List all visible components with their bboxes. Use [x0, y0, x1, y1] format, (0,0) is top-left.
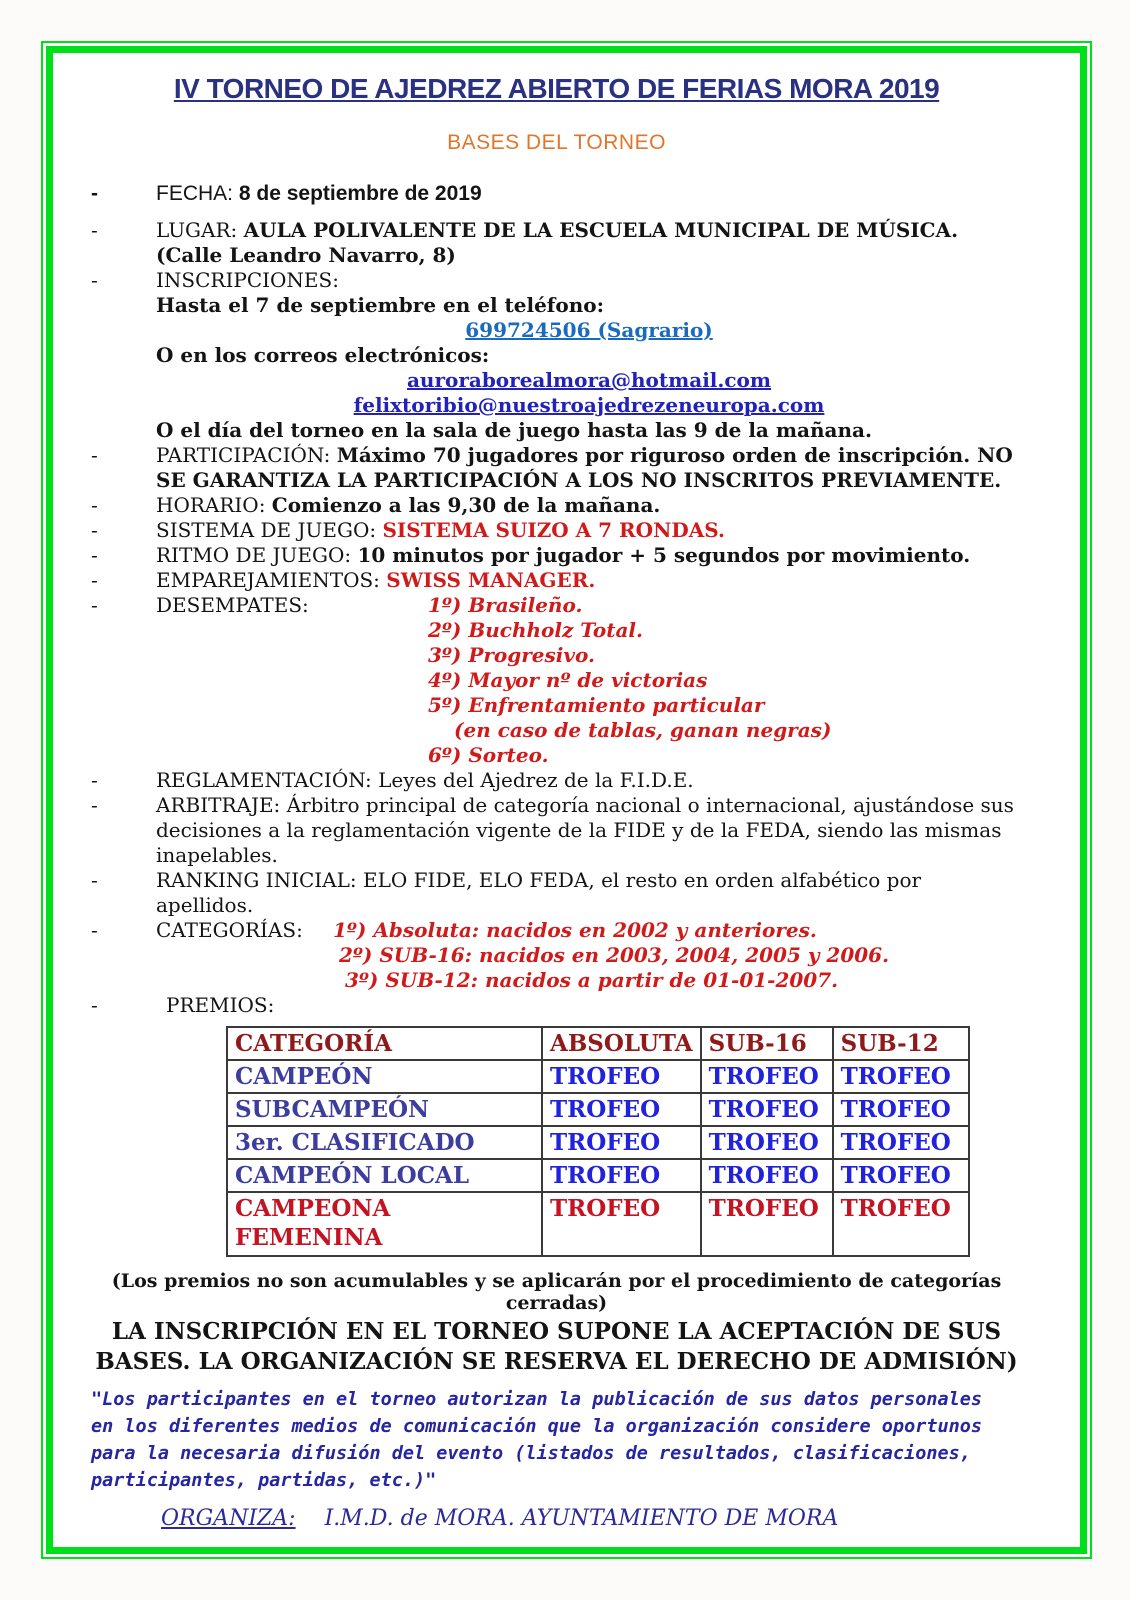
table-row-campeon-local	[227, 1159, 969, 1192]
fecha-value: 8 de septiembre de 2019	[238, 182, 482, 205]
tiebreak-list	[428, 593, 831, 768]
lugar-label: LUGAR:	[156, 218, 238, 242]
category-item: 3º) SUB-12: nacidos a partir de 01-01-2007.	[345, 968, 839, 992]
prize-cell: TROFEO	[833, 1126, 969, 1159]
fecha-label: FECHA:	[156, 182, 234, 205]
table-row-tercer-clasificado	[227, 1126, 969, 1159]
header-cell-categoria: CATEGORÍA	[227, 1027, 542, 1060]
prize-cell: TROFEO	[542, 1159, 701, 1192]
organizer-line	[91, 1506, 1022, 1531]
prizes-table	[226, 1026, 970, 1257]
list-item-emparejamientos	[91, 568, 1022, 593]
privacy-line: para la necesaria difusión del evento (listados de resultados, clasificaciones,	[91, 1443, 971, 1464]
list-item-sistema	[91, 518, 1022, 543]
list-item-inscripciones	[91, 268, 1022, 443]
table-row-campeon	[227, 1060, 969, 1093]
prizes-table-header-row	[227, 1027, 969, 1060]
acceptance-line: LA INSCRIPCIÓN EN EL TORNEO SUPONE LA ACEPTACIÓN DE SUS	[111, 1318, 1002, 1345]
same-day-line: O el día del torneo en la sala de juego hasta las 9 de la mañana.	[156, 418, 872, 442]
organiza-value: I.M.D. de MORA. AYUNTAMIENTO DE MORA	[324, 1506, 839, 1531]
horario-label: HORARIO:	[156, 493, 266, 517]
email-link-1[interactable]: auroraborealmora@hotmail.com	[406, 368, 772, 392]
green-page-frame	[46, 46, 1087, 1554]
privacy-line: participantes, partidas, etc.)"	[91, 1470, 437, 1491]
header-cell-absoluta: ABSOLUTA	[542, 1027, 701, 1060]
tiebreak-item: 5º) Enfrentamiento particular	[428, 693, 765, 717]
prize-cell: TROFEO	[542, 1093, 701, 1126]
bullet-dash: -	[91, 868, 98, 892]
tiebreak-note: (en caso de tablas, ganan negras)	[454, 718, 832, 742]
bullet-dash: -	[91, 593, 98, 617]
ritmo-value: 10 minutos por jugador + 5 segundos por movimiento.	[357, 543, 971, 567]
prize-cell: TROFEO	[701, 1126, 833, 1159]
list-item-ranking	[91, 868, 1022, 918]
row-category: CAMPEONA FEMENINA	[227, 1192, 542, 1256]
prize-cell: TROFEO	[542, 1126, 701, 1159]
acceptance-line: BASES. LA ORGANIZACIÓN SE RESERVA EL DERECHO DE ADMISIÓN)	[95, 1348, 1018, 1375]
header-cell-sub12: SUB-12	[833, 1027, 969, 1060]
ranking-label: RANKING INICIAL:	[156, 868, 357, 892]
tiebreak-item: 1º) Brasileño.	[428, 593, 583, 617]
tiebreak-item: 4º) Mayor nº de victorias	[428, 668, 708, 692]
bullet-dash: -	[91, 518, 98, 542]
privacy-line: "Los participantes en el torneo autorizan la publicación de sus datos personales	[91, 1389, 983, 1410]
table-row-subcampeon	[227, 1093, 969, 1126]
bullet-dash: -	[91, 443, 98, 467]
prize-conditions-note: (Los premios no son acumulables y se aplicarán por el procedimiento de categorías cerradas)	[111, 1270, 1002, 1314]
list-item-categorias	[91, 918, 1022, 993]
lugar-value: AULA POLIVALENTE DE LA ESCUELA MUNICIPAL DE MÚSICA.	[243, 218, 959, 242]
header-cell-sub16: SUB-16	[701, 1027, 833, 1060]
prize-cell: TROFEO	[833, 1060, 969, 1093]
arbitraje-label: ARBITRAJE:	[156, 793, 281, 817]
category-item: 2º) SUB-16: nacidos en 2003, 2004, 2005 y 2006.	[339, 943, 890, 967]
participacion-label: PARTICIPACIÓN:	[156, 443, 331, 467]
sistema-value: SISTEMA SUIZO A 7 RONDAS.	[382, 518, 725, 542]
acceptance-statement	[91, 1317, 1022, 1377]
ranking-value: ELO FIDE, ELO FEDA, el resto en orden alfabético por apellidos.	[156, 868, 922, 917]
row-category: SUBCAMPEÓN	[227, 1093, 542, 1126]
page-title: IV TORNEO DE AJEDREZ ABIERTO DE FERIAS MORA 2019	[173, 73, 940, 104]
premios-label: PREMIOS:	[166, 993, 275, 1017]
list-item-desempates	[91, 593, 1022, 768]
inscripciones-label: INSCRIPCIONES:	[156, 268, 339, 292]
phone-intro-line: Hasta el 7 de septiembre en el teléfono:	[156, 293, 605, 317]
prize-cell: TROFEO	[701, 1093, 833, 1126]
row-category: CAMPEÓN	[227, 1060, 542, 1093]
desempates-label: DESEMPATES:	[156, 593, 309, 617]
list-item-arbitraje	[91, 793, 1022, 868]
ritmo-label: RITMO DE JUEGO:	[156, 543, 352, 567]
reglamentacion-label: REGLAMENTACIÓN:	[156, 768, 372, 792]
list-item-fecha	[91, 181, 1022, 206]
row-category: 3er. CLASIFICADO	[227, 1126, 542, 1159]
privacy-line: en los diferentes medios de comunicación que la organización considere oportunos	[91, 1416, 983, 1437]
categorias-label: CATEGORÍAS:	[156, 918, 303, 942]
prize-cell: TROFEO	[833, 1159, 969, 1192]
phone-link[interactable]: 699724506 (Sagrario)	[465, 318, 713, 342]
lugar-address: (Calle Leandro Navarro, 8)	[156, 243, 456, 267]
prize-cell: TROFEO	[833, 1093, 969, 1126]
email-intro-line: O en los correos electrónicos:	[156, 343, 490, 367]
rules-list	[91, 181, 1022, 1018]
page-subtitle: BASES DEL TORNEO	[447, 131, 666, 154]
prize-cell: TROFEO	[542, 1060, 701, 1093]
horario-value: Comienzo a las 9,30 de la mañana.	[271, 493, 661, 517]
list-item-premios	[91, 993, 1022, 1018]
participacion-value: Máximo 70 jugadores por riguroso orden de inscripción. NO SE GARANTIZA LA PARTICIPACIÓN A LOS NO INSCRITOS PREVIAMENTE.	[156, 443, 1013, 492]
bullet-dash: -	[91, 568, 98, 592]
bullet-dash: -	[91, 543, 98, 567]
list-item-participacion	[91, 443, 1022, 493]
table-row-campeona-femenina	[227, 1192, 969, 1256]
tiebreak-item: 6º) Sorteo.	[428, 743, 549, 767]
list-item-reglamentacion	[91, 768, 1022, 793]
emparejamientos-label: EMPAREJAMIENTOS:	[156, 568, 380, 592]
row-category: CAMPEÓN LOCAL	[227, 1159, 542, 1192]
tiebreak-item: 3º) Progresivo.	[428, 643, 595, 667]
email-link-2[interactable]: felixtoribio@nuestroajedrezeneuropa.com	[353, 393, 825, 417]
prize-cell: TROFEO	[833, 1192, 969, 1256]
reglamentacion-value: Leyes del Ajedrez de la F.I.D.E.	[378, 768, 694, 792]
list-item-lugar	[91, 218, 1022, 268]
emparejamientos-value: SWISS MANAGER.	[386, 568, 596, 592]
privacy-notice	[91, 1386, 1022, 1494]
prize-cell: TROFEO	[701, 1192, 833, 1256]
bullet-dash: -	[91, 493, 98, 517]
prize-cell: TROFEO	[542, 1192, 701, 1256]
bullet-dash: -	[91, 182, 98, 205]
bullet-dash: -	[91, 768, 98, 792]
bullet-dash: -	[91, 268, 98, 292]
list-item-ritmo	[91, 543, 1022, 568]
list-item-horario	[91, 493, 1022, 518]
arbitraje-value: Árbitro principal de categoría nacional o internacional, ajustándose sus decisiones a la reglamentación vigente de la FIDE y de la FEDA, siendo las mismas inapelables.	[156, 793, 1014, 867]
categories-list	[333, 918, 889, 993]
bullet-dash: -	[91, 218, 98, 242]
category-item: 1º) Absoluta: nacidos en 2002 y anteriores.	[333, 918, 817, 942]
bullet-dash: -	[91, 918, 98, 942]
sistema-label: SISTEMA DE JUEGO:	[156, 518, 377, 542]
prize-cell: TROFEO	[701, 1060, 833, 1093]
tiebreak-item: 2º) Buchholz Total.	[428, 618, 643, 642]
prize-cell: TROFEO	[701, 1159, 833, 1192]
bullet-dash: -	[91, 793, 98, 817]
organiza-label: ORGANIZA:	[161, 1506, 296, 1531]
bullet-dash: -	[91, 993, 98, 1017]
